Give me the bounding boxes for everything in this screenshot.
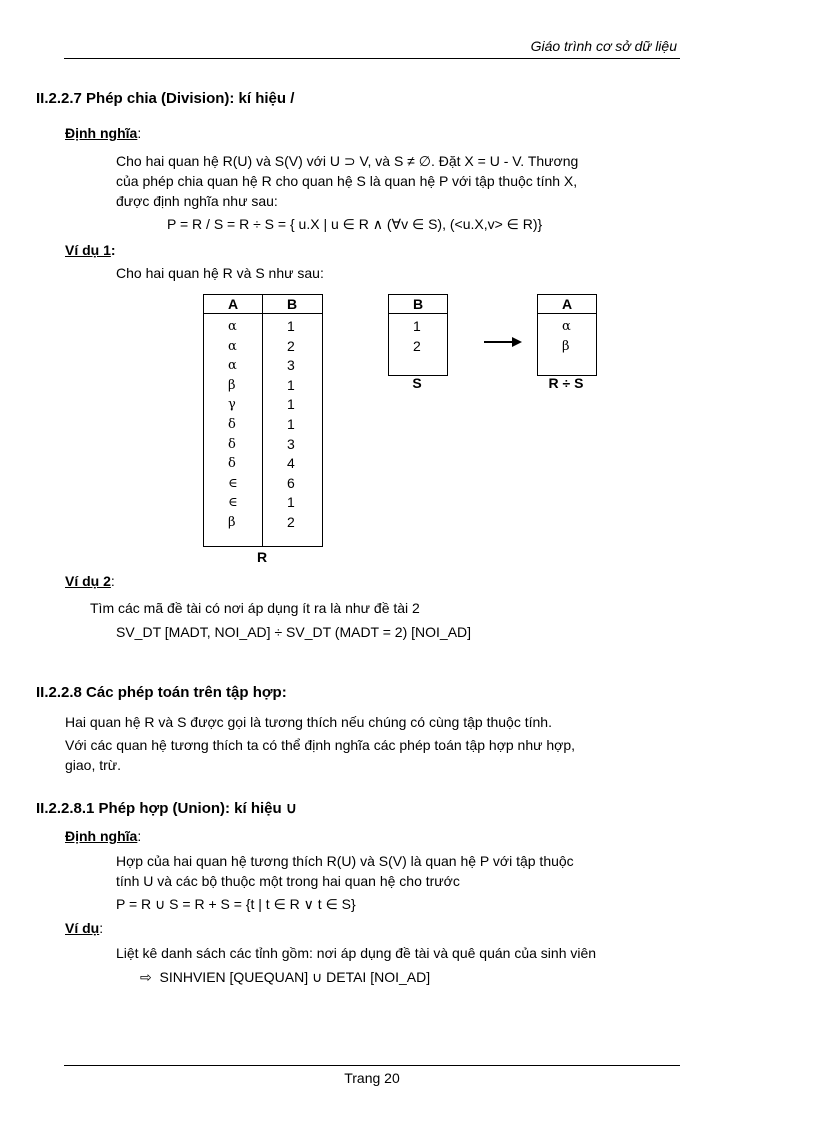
division-formula: P = R / S = R ÷ S = { u.X | u ∈ R ∧ (∀v ∈ S), (<u.X,v> ∈ R)}: [167, 216, 543, 232]
table-r-header-b: B: [262, 295, 322, 314]
result-arrow-icon: [512, 337, 522, 347]
table-result: [537, 294, 597, 376]
table-r-col-b: 1 2 3 1 1 1 3 4 6 1 2: [287, 318, 295, 530]
table-result-values: α β: [562, 319, 571, 354]
result-arrow-outline-icon: ⇨: [140, 969, 152, 985]
example1-text: Cho hai quan hệ R và S như sau:: [116, 265, 324, 281]
definition-text-division: Cho hai quan hệ R(U) và S(V) với U ⊃ V, và S ≠ ∅. Đặt X = U - V. Thương của phép chia quan hệ R cho quan hệ S là quan hệ P với tập thuộc tính X, được định nghĩa như sau:: [116, 153, 579, 209]
header-rule: [64, 58, 680, 59]
page-number: Trang 20: [344, 1070, 400, 1086]
example2-text: Tìm các mã đề tài có nơi áp dụng ít ra là như đề tài 2: [90, 600, 420, 616]
example2-label: Ví dụ 2:: [65, 573, 115, 589]
table-s-values: 1 2: [413, 318, 421, 354]
example1-label: Ví dụ 1:: [65, 242, 116, 258]
section-heading-set-operations: II.2.2.8 Các phép toán trên tập hợp:: [36, 684, 287, 701]
example-result-union: ⇨ SINHVIEN [QUEQUAN] ∪ DETAI [NOI_AD]: [140, 969, 431, 985]
footer-rule: [64, 1065, 680, 1066]
table-r-caption: R: [256, 549, 268, 565]
table-result-caption: R ÷ S: [548, 375, 584, 391]
table-result-header: A: [538, 295, 596, 314]
header-title: Giáo trình cơ sở dữ liệu: [530, 38, 677, 54]
example2-expression: SV_DT [MADT, NOI_AD] ÷ SV_DT (MADT = 2) [NOI_AD]: [116, 624, 472, 640]
example-text-union: Liệt kê danh sách các tỉnh gồm: nơi áp dụng đề tài và quê quán của sinh viên: [116, 945, 597, 961]
table-s-caption: S: [412, 375, 422, 391]
table-r: [203, 294, 323, 547]
table-r-column-divider: [262, 295, 263, 546]
union-formula: P = R ∪ S = R + S = {t | t ∈ R ∨ t ∈ S}: [116, 896, 356, 912]
set-operations-text: Hai quan hệ R và S được gọi là tương thích nếu chúng có cùng tập thuộc tính. Với các quan hệ tương thích ta có thể định nghĩa các phép toán tập hợp như hợp, giao, trừ.: [65, 714, 576, 773]
section-heading-division: II.2.2.7 Phép chia (Division): kí hiệu /: [36, 90, 295, 107]
table-r-header-a: A: [204, 295, 262, 314]
table-s-header: B: [389, 295, 447, 314]
section-heading-union: II.2.2.8.1 Phép hợp (Union): kí hiệu ∪: [36, 800, 297, 817]
result-arrow-shaft: [484, 341, 514, 343]
definition-label-union: Định nghĩa:: [65, 828, 142, 844]
table-r-col-a: α α α β γ δ δ δ ∈ ∈ β: [228, 319, 238, 530]
definition-label-division: Định nghĩa:: [65, 125, 142, 141]
definition-text-union: Hợp của hai quan hệ tương thích R(U) và S(V) là quan hệ P với tập thuộc tính U và các bộ thuộc một trong hai quan hệ cho trước: [116, 853, 574, 889]
example-label-union: Ví dụ:: [65, 920, 104, 936]
table-s: [388, 294, 448, 376]
